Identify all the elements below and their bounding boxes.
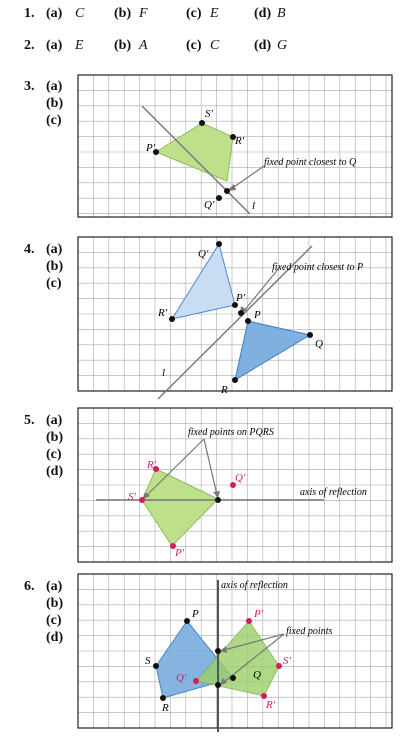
point [307, 332, 313, 338]
question-4-labels [24, 241, 63, 292]
question-5-labels [24, 412, 63, 480]
point-label: Q′ [235, 472, 246, 484]
point [215, 682, 221, 688]
sub-label: (a) [46, 242, 63, 257]
line-l [142, 106, 250, 214]
sub-label: (b) [46, 96, 64, 111]
sub-label: (c) [46, 276, 62, 291]
choice-value: C [75, 6, 85, 21]
point-label: P′ [236, 292, 246, 304]
point [215, 648, 221, 654]
point [216, 195, 222, 201]
callout-label: fixed points on PQRS [188, 427, 274, 438]
choice-value: E [210, 6, 219, 21]
choice-label: (c) [186, 38, 202, 53]
point [216, 241, 222, 247]
axis-label: axis of reflection [300, 487, 367, 498]
point [232, 377, 238, 383]
sub-label: (c) [46, 613, 62, 628]
point [193, 678, 199, 684]
choice-label: (d) [254, 38, 272, 53]
point-label: Q′ [204, 199, 215, 211]
choice-label: (a) [46, 38, 63, 53]
point-label: Q [253, 669, 261, 681]
point-label: S [145, 655, 151, 667]
choice-value: F [139, 6, 148, 21]
callout-label: fixed points [286, 626, 333, 637]
sub-label: (b) [46, 259, 64, 274]
sub-label: (a) [46, 79, 63, 94]
point [246, 618, 252, 624]
point-label: P′ [146, 142, 156, 154]
question-number: 4. [24, 242, 35, 257]
question-number: 5. [24, 413, 35, 428]
figure-4 [78, 237, 392, 396]
choice-label: (d) [254, 6, 272, 21]
point-label: R [221, 384, 228, 396]
point-label: R′ [235, 135, 245, 147]
point-label: Q′ [198, 248, 209, 260]
sub-label: (c) [46, 447, 62, 462]
point-label: R′ [147, 459, 157, 471]
point [139, 497, 145, 503]
grid [78, 237, 392, 391]
point-label: R [162, 702, 169, 714]
point [153, 663, 159, 669]
sub-label: (b) [46, 596, 64, 611]
choice-value: E [75, 38, 84, 53]
point-label: P′ [175, 547, 185, 559]
question-6-labels [24, 578, 63, 646]
line-label: l [252, 200, 256, 212]
callout-label: fixed point closest to Q [264, 157, 357, 168]
point-label: S′ [283, 655, 291, 667]
sub-label: (d) [46, 630, 64, 645]
sub-label: (b) [46, 430, 64, 445]
question-3-labels [24, 78, 63, 129]
choice-value: G [277, 38, 288, 53]
sub-label: (c) [46, 113, 62, 128]
point [230, 675, 236, 681]
choice-label: (c) [186, 6, 202, 21]
point [215, 497, 221, 503]
choice-label: (a) [46, 6, 63, 21]
point [169, 316, 175, 322]
point-label: S′ [128, 491, 136, 503]
point [276, 663, 282, 669]
point-label: S′ [205, 108, 213, 120]
choice-value: A [139, 38, 148, 53]
point-label: P [192, 608, 199, 620]
point [184, 618, 190, 624]
point-label: P [254, 309, 261, 321]
figure-5 [78, 408, 392, 562]
sub-label: (d) [46, 464, 64, 479]
question-number: 2. [24, 38, 35, 53]
answer-row-1 [0, 6, 415, 36]
reflected-polygon [142, 469, 218, 546]
axis-label: axis of reflection [221, 580, 288, 591]
figure-6 [78, 574, 392, 728]
answer-row-2 [0, 38, 415, 68]
point [245, 318, 251, 324]
point [199, 120, 205, 126]
callout-label: fixed point closest to P [272, 262, 364, 273]
question-number: 3. [24, 79, 35, 94]
point [224, 188, 230, 194]
sub-label: (a) [46, 413, 63, 428]
choice-label: (b) [114, 6, 132, 21]
question-number: 1. [24, 6, 35, 21]
point [160, 695, 166, 701]
choice-label: (b) [114, 38, 132, 53]
point [238, 310, 244, 316]
preimage-triangle [235, 321, 310, 380]
callout-arrow [204, 439, 217, 495]
sub-label: (a) [46, 579, 63, 594]
question-number: 6. [24, 579, 35, 594]
point-label: Q [315, 338, 323, 350]
point-label: P′ [254, 608, 264, 620]
choice-value: B [277, 6, 286, 21]
line-label: l [162, 367, 166, 379]
point-label: Q′ [176, 672, 187, 684]
point-label: R′ [266, 699, 276, 711]
point-label: R′ [158, 307, 168, 319]
figure-3 [78, 75, 392, 217]
choice-value: C [210, 38, 220, 53]
callout-arrow [244, 268, 279, 311]
